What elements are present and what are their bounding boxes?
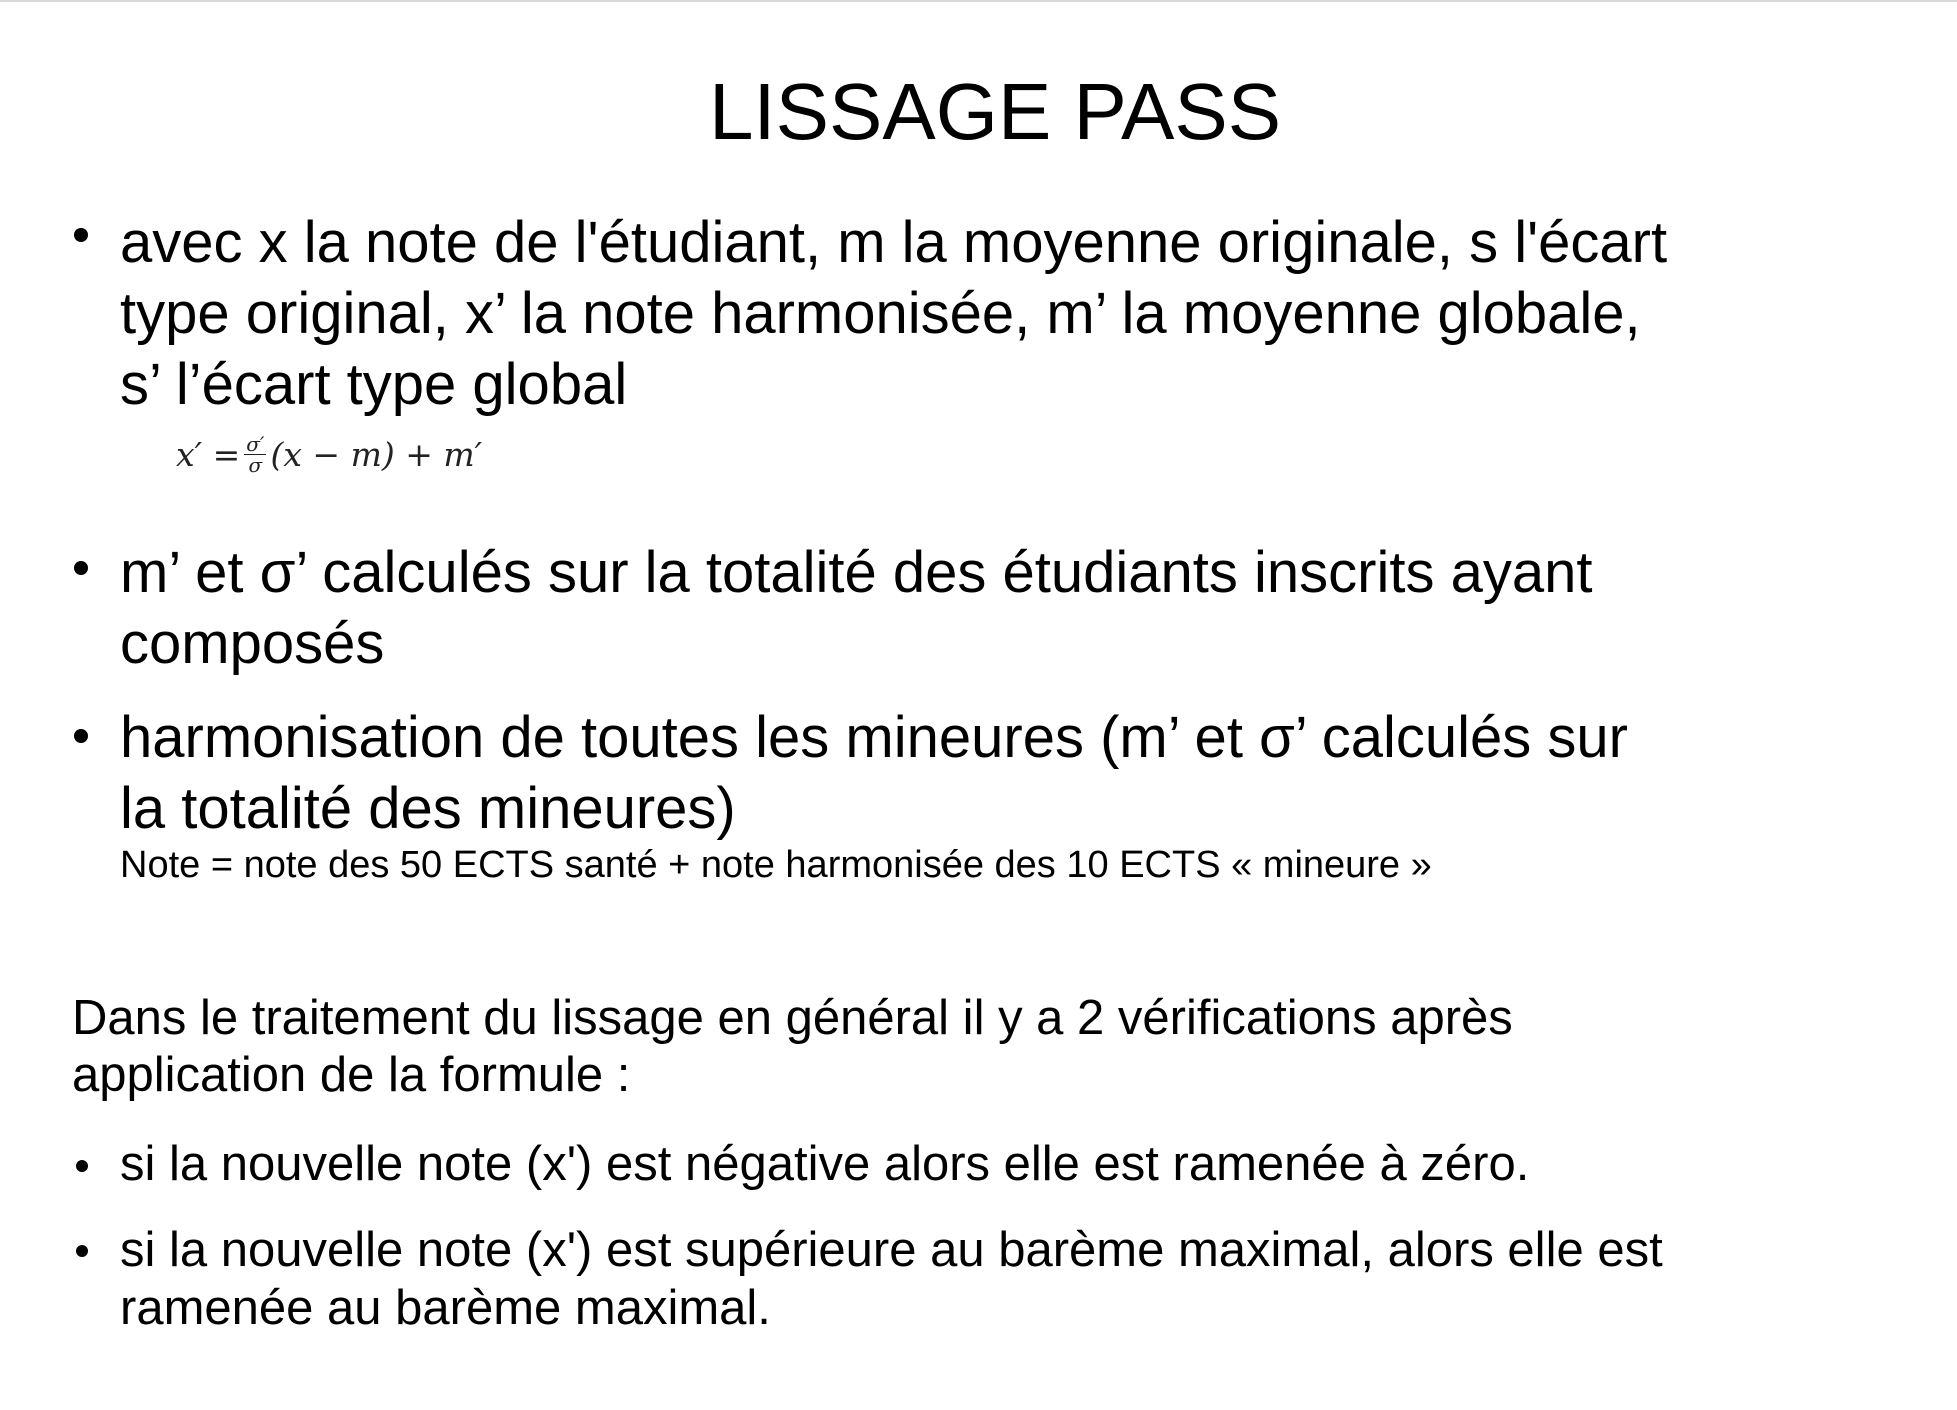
bullet-dot xyxy=(76,1160,88,1172)
formula-fraction xyxy=(244,431,266,477)
verification-maximum xyxy=(120,1221,1920,1337)
note-formula-text: Note = note des 50 ECTS santé + note harmonisée des 10 ECTS « mineure » xyxy=(120,844,1432,886)
bullet-mineures-line-1: harmonisation de toutes les mineures (m’ et σ’ calculés sur xyxy=(120,705,1628,770)
formula-numerator: σ′ xyxy=(246,431,265,456)
bullet-dot xyxy=(74,228,88,242)
bullet-definitions-line-2: type original, x’ la note harmonisée, m’ la moyenne globale, xyxy=(120,281,1641,346)
bullet-dot xyxy=(76,1245,88,1257)
bullet-global-stats xyxy=(120,537,1920,679)
bullet-definitions-line-3: s’ l’écart type global xyxy=(120,352,628,417)
verification-maximum-line-1: si la nouvelle note (x') est supérieure au barème maximal, alors elle est xyxy=(120,1223,1663,1277)
formula-denominator: σ xyxy=(248,452,263,477)
verification-maximum-line-2: ramenée au barème maximal. xyxy=(120,1281,771,1335)
slide-top-border xyxy=(0,0,1957,2)
bullet-global-stats-line-2: composés xyxy=(120,611,385,676)
harmonisation-formula xyxy=(176,414,482,494)
bullet-dot xyxy=(74,729,88,743)
verification-intro xyxy=(72,990,1922,1104)
bullet-global-stats-line-1: m’ et σ’ calculés sur la totalité des étudiants inscrits ayant xyxy=(120,540,1593,605)
bullet-dot xyxy=(74,561,88,575)
formula-rhs: (x − m) + m′ xyxy=(270,434,483,474)
verification-negative-text: si la nouvelle note (x') est négative alors elle est ramenée à zéro. xyxy=(120,1137,1530,1191)
verification-negative xyxy=(120,1135,1920,1193)
bullet-mineures-line-2: la totalité des mineures) xyxy=(120,776,736,841)
slide-title: LISSAGE PASS xyxy=(708,67,1282,156)
verification-intro-line-1: Dans le traitement du lissage en général il y a 2 vérifications après xyxy=(72,991,1513,1045)
formula-lhs: x′ = xyxy=(176,434,241,474)
bullet-mineures xyxy=(120,702,1920,844)
bullet-definitions-line-1: avec x la note de l'étudiant, m la moyenne originale, s l'écart xyxy=(120,210,1668,275)
verification-intro-line-2: application de la formule : xyxy=(72,1048,631,1102)
bullet-definitions xyxy=(120,207,1920,420)
